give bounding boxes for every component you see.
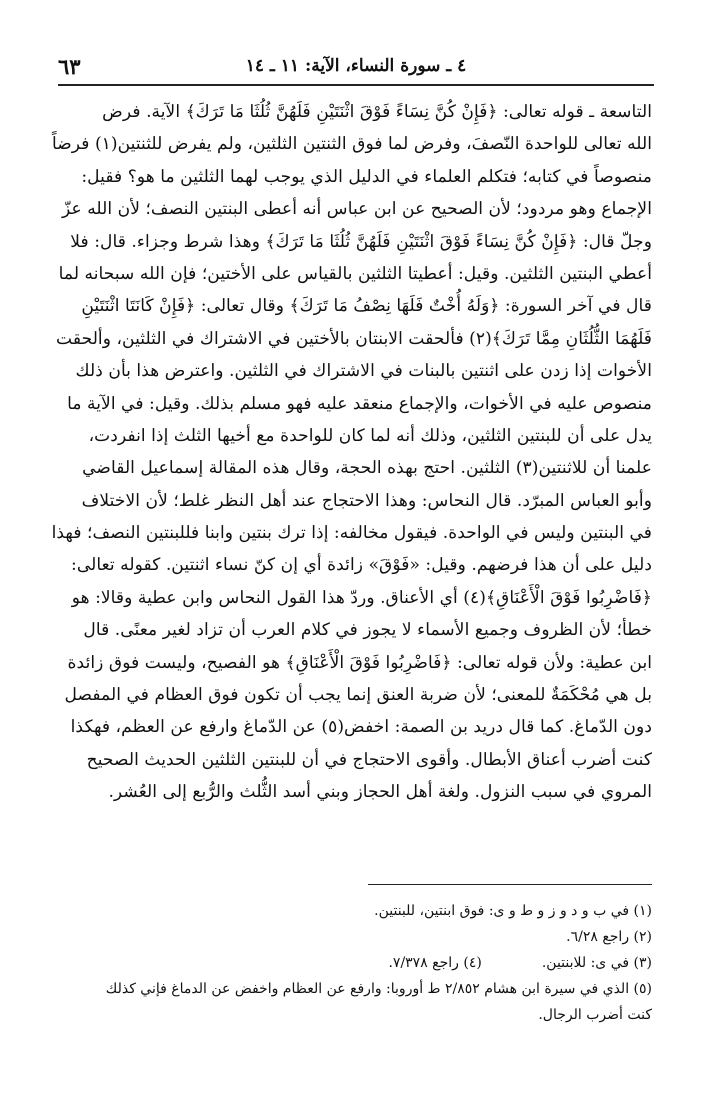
text-line: المروي في سبب النزول. ولغة أهل الحجاز وبني أسد الثُّلث والرُّبع إلى العُشر. xyxy=(108,782,652,803)
text-line: الله تعالى للواحدة النّصفَ، وفرض لما فوق الثنتين الثلثين، ولم يفرض للثنتين(١) فرضاً xyxy=(51,134,652,155)
page-number: ٦٣ xyxy=(58,54,81,79)
text-line: بل هي مُحْكَمَةٌ للمعنى؛ لأن ضربة العنق إنما يجب أن تكون فوق العظام في المفصل xyxy=(64,685,652,706)
text-line: دون الدّماغ. كما قال دريد بن الصمة: اخفض(٥) عن الدّماغ وارفع عن العظم، فهكذا xyxy=(70,717,652,738)
running-head: ٤ ـ سورة النساء، الآية: ١١ ـ ١٤ xyxy=(245,56,467,76)
text-line: في البنتين وليس في الواحدة. فيقول مخالفه: إذا ترك بنتين وابنا فللبنتين النصف؛ فهذا xyxy=(51,523,652,544)
text-line: وجلّ قال: ﴿فَإِنْ كُنَّ نِسَاءً فَوْقَ اثْنَتَيْنِ فَلَهُنَّ ثُلُثَا مَا تَرَكَ﴾ وهذا شرط وجزاء. قال: فلا xyxy=(70,231,652,252)
text-line: ابن عطية: ولأن قوله تعالى: ﴿فَاضْرِبُوا فَوْقَ الْأَعْنَاقِ﴾ هو الفصيح، وليست فوق زائدة xyxy=(67,652,652,673)
text-line: علمنا أن للاثنتين(٣) الثلثين. احتج بهذه الحجة، وقال هذه المقالة إسماعيل القاضي xyxy=(82,458,652,479)
text-line: التاسعة ـ قوله تعالى: ﴿فَإِنْ كُنَّ نِسَاءً فَوْقَ اثْنَتَيْنِ فَلَهُنَّ ثُلُثَا مَا تَرَكَ﴾ الآية. فرض xyxy=(102,102,652,122)
footnote-row-3-4 xyxy=(60,950,652,976)
footnote-divider xyxy=(368,884,652,885)
text-line: فَلَهُمَا الثُّلُثَانِ مِمَّا تَرَكَ﴾(٢) فألحقت الابنتان بالأختين في الاشتراك في الثلثين، وألحقت xyxy=(56,328,652,349)
text-line: وأبو العباس المبرّد. قال النحاس: وهذا الاحتجاج عند أهل النظر غلط؛ لأن الاختلاف xyxy=(81,490,652,511)
footnote-5: (٥) الذي في سيرة ابن هشام ٢/٨٥٢ ط أوروبا: وارفع عن العظام واخفض عن الدماغ فإني كذلك xyxy=(105,981,652,997)
text-line: منصوص عليه في الأخوات، والإجماع منعقد عليه فهو مسلم بذلك. وقيل: في الآية ما xyxy=(67,393,652,414)
text-line: الإجماع وهو مردود؛ لأن الصحيح عن ابن عباس أنه أعطى البنتين النصف؛ لأن الله عزّ xyxy=(62,199,652,220)
footnote-5-continued: كنت أضرب الرجال. xyxy=(538,1007,652,1023)
main-text xyxy=(51,96,652,809)
text-line: يدل على أن للبنتين الثلثين، وذلك أنه لما كان للواحدة مع أخيها الثلث إذا انفردت، xyxy=(88,425,652,446)
footnote-2: (٢) راجع ٦/٢٨. xyxy=(566,929,652,945)
footnote-3: (٣) في ى: للابنتين. xyxy=(541,955,652,971)
footnote-1: (١) في ب و د و ز و ط و ى: فوق ابنتين، للبنتين. xyxy=(374,903,652,919)
text-line: ﴿فَاضْرِبُوا فَوْقَ الْأَعْنَاقِ﴾(٤) أي الأعناق. وردّ هذا القول النحاس وابن عطية وقالا: هو xyxy=(71,587,652,608)
page-header xyxy=(58,54,654,86)
footnotes xyxy=(60,898,652,1028)
footnote-4: (٤) راجع ٧/٣٧٨. xyxy=(388,955,482,971)
text-line: دليل على أن هذا فرضهم. وقيل: «فَوْقَ» زائدة أي إن كنّ نساء اثنتين. كقوله تعالى: xyxy=(71,555,652,576)
text-line: خطأ؛ لأن الظروف وجميع الأسماء لا يجوز في كلام العرب أن تزاد لغير معنًى. قال xyxy=(83,620,652,641)
text-line: كنت أضرب أعناق الأبطال. وأقوى الاحتجاج في أن للبنتين الثلثين الحديث الصحيح xyxy=(86,749,652,770)
text-line: قال في آخر السورة: ﴿وَلَهُ أُخْتٌ فَلَهَا نِصْفُ مَا تَرَكَ﴾ وقال تعالى: ﴿فَإِنْ كَانَتَا اثْنَتَيْنِ xyxy=(81,296,652,317)
text-line: أعطي البنتين الثلثين. وقيل: أعطيتا الثلثين بالقياس على الأختين؛ فإن الله سبحانه لما xyxy=(58,263,652,284)
text-line: منصوصاً في كتابه؛ فتكلم العلماء في الدليل الذي يوجب لهما الثلثين ما هو؟ فقيل: xyxy=(81,166,652,187)
text-line: الأخوات إذا زدن على اثنتين بالبنات في الاشتراك في الثلثين. واعترض هذا بأن ذلك xyxy=(75,361,652,382)
